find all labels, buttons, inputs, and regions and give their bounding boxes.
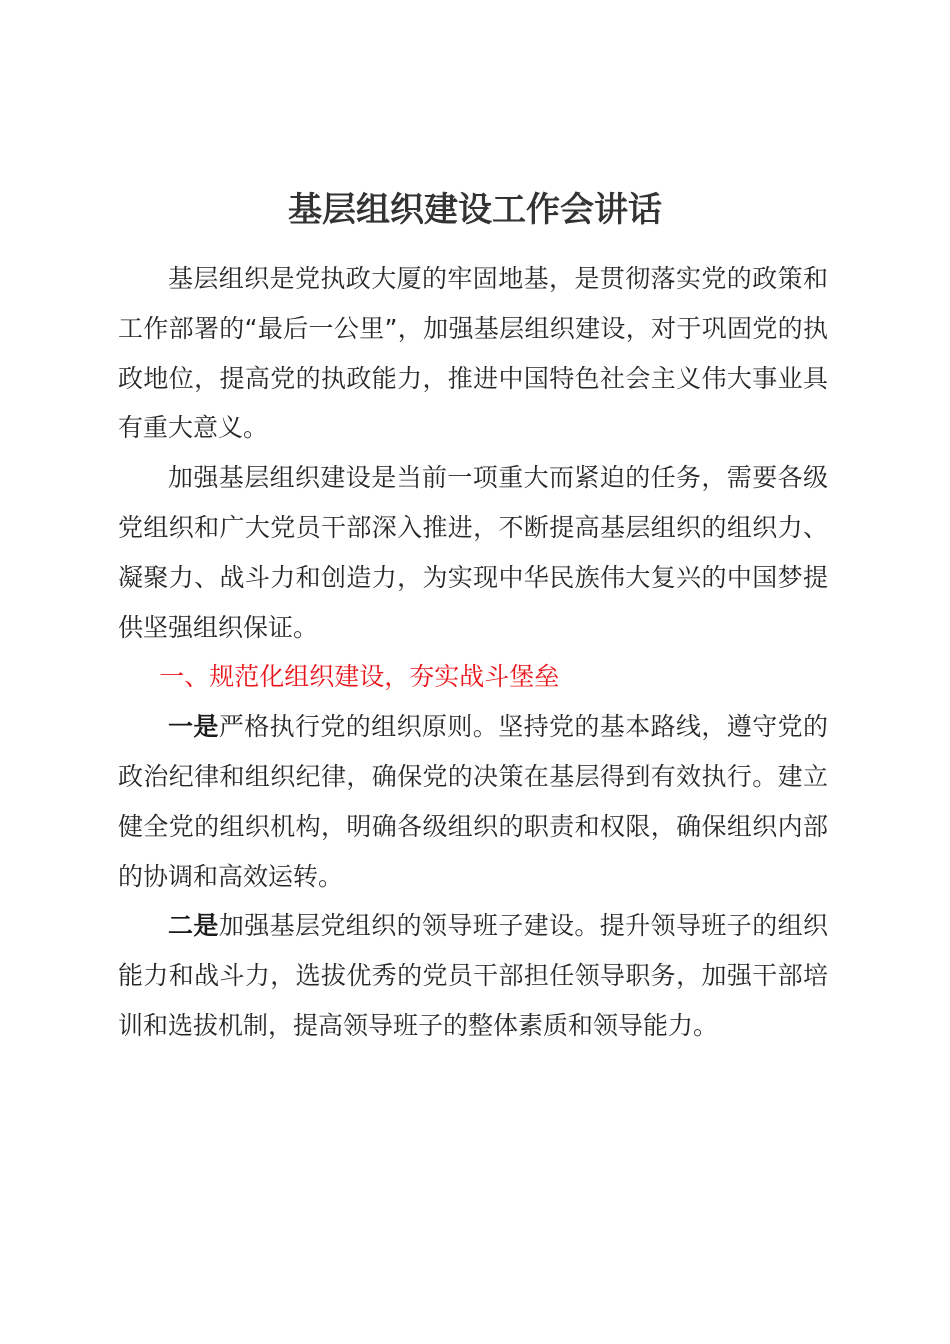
section-heading: 一、规范化组织建设，夯实战斗堡垒 xyxy=(159,662,560,692)
point-paragraph-1 xyxy=(118,702,828,901)
page-title: 基层组织建设工作会讲话 xyxy=(288,190,662,230)
point-paragraph-2 xyxy=(118,901,828,1050)
point-lead-1: 一是 xyxy=(168,712,219,742)
intro-paragraph-2: 加强基层组织建设是当前一项重大而紧迫的任务，需要各级党组织和广大党员干部深入推进，不断提高基层组织的组织力、凝聚力、战斗力和创造力，为实现中华民族伟大复兴的中国梦提供坚强组织保证。 xyxy=(118,463,828,642)
point-text-1: 严格执行党的组织原则。坚持党的基本路线，遵守党的政治纪律和组织纪律，确保党的决策在基层得到有效执行。建立健全党的组织机构，明确各级组织的职责和权限，确保组织内部的协调和高效运转。 xyxy=(118,712,828,891)
document-body xyxy=(118,254,828,1051)
intro-paragraph-1: 基层组织是党执政大厦的牢固地基，是贯彻落实党的政策和工作部署的“最后一公里”，加强基层组织建设，对于巩固党的执政地位，提高党的执政能力，推进中国特色社会主义伟大事业具有重大意义。 xyxy=(118,264,828,443)
point-text-2: 加强基层党组织的领导班子建设。提升领导班子的组织能力和战斗力，选拔优秀的党员干部担任领导职务，加强干部培训和选拔机制，提高领导班子的整体素质和领导能力。 xyxy=(118,911,828,1040)
point-lead-2: 二是 xyxy=(168,911,219,941)
